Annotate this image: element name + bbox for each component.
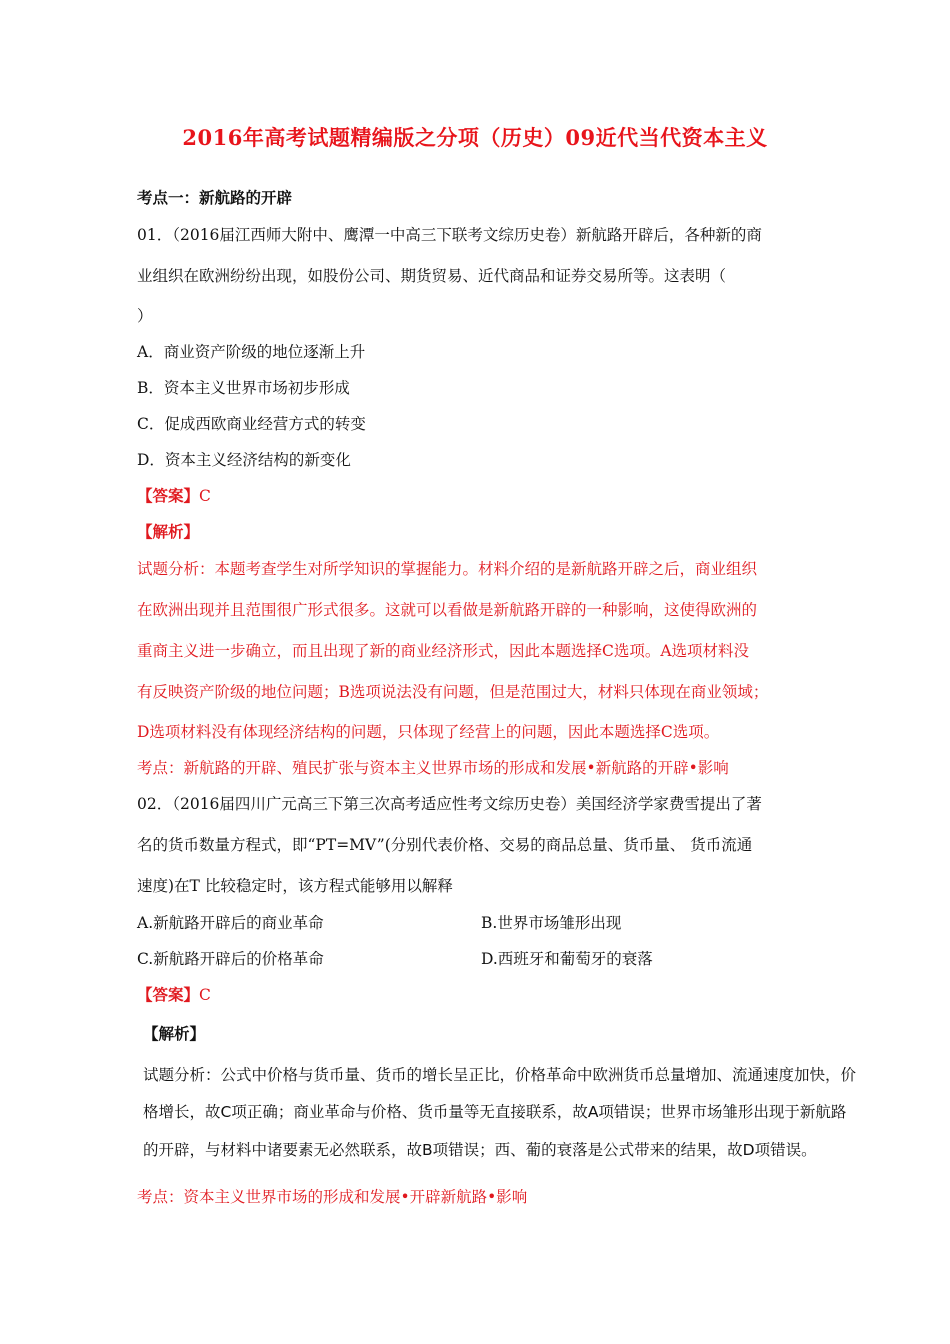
q1-stem-line: ） [137, 307, 153, 325]
q2-analysis-line: 格增长，故C项正确；商业革命与价格、货币量等无直接联系，故A项错误；世界市场雏形出现于新航路 [143, 1103, 847, 1121]
answer-value: C [199, 986, 211, 1004]
q1-analysis-label: 【解析】 [137, 522, 200, 541]
q2-analysis-line: 的开辟，与材料中诸要素无必然联系，故B项错误；西、葡的衰落是公式带来的结果，故D项错误。 [143, 1141, 817, 1159]
answer-label: 【答案】 [137, 985, 200, 1004]
q1-analysis-line: 重商主义进一步确立，而且出现了新的商业经济形式，因此本题选择C选项。A选项材料没 [137, 642, 750, 660]
q1-analysis-line: 试题分析：本题考查学生对所学知识的掌握能力。材料介绍的是新航路开辟之后，商业组织 [137, 560, 758, 578]
q2-option-c: C.新航路开辟后的价格革命 [137, 950, 324, 968]
q1-option-b: B．资本主义世界市场初步形成 [137, 379, 350, 397]
q2-stem-line: 速度)在T 比较稳定时，该方程式能够用以解释 [137, 877, 453, 895]
section-heading: 考点一：新航路的开辟 [137, 188, 293, 207]
q2-option-b: B.世界市场雏形出现 [481, 914, 622, 932]
q1-option-a: A．商业资产阶级的地位逐渐上升 [137, 343, 366, 361]
q1-kaodian: 考点：新航路的开辟、殖民扩张与资本主义世界市场的形成和发展•新航路的开辟•影响 [137, 759, 729, 777]
answer-value: C [199, 487, 211, 505]
q2-stem-line: 02．（2016届四川广元高三下第三次高考适应性考文综历史卷）美国经济学家费雪提出了著 [137, 795, 762, 813]
q1-analysis-line: 有反映资产阶级的地位问题；B选项说法没有问题，但是范围过大，材料只体现在商业领域； [137, 683, 769, 701]
q2-analysis-label: 【解析】 [143, 1024, 206, 1043]
q1-stem-line: 业组织在欧洲纷纷出现，如股份公司、期货贸易、近代商品和证券交易所等。这表明（ [137, 267, 727, 285]
q1-analysis-line: 在欧洲出现并且范围很广形式很多。这就可以看做是新航路开辟的一种影响，这使得欧洲的 [137, 601, 758, 619]
q1-analysis-line: D选项材料没有体现经济结构的问题，只体现了经营上的问题，因此本题选择C选项。 [137, 723, 720, 741]
q2-option-d: D.西班牙和葡萄牙的衰落 [481, 950, 653, 968]
q2-analysis-line: 试题分析：公式中价格与货币量、货币的增长呈正比，价格革命中欧洲货币总量增加、流通速度加快，价 [143, 1066, 857, 1084]
q1-option-c: C．促成西欧商业经营方式的转变 [137, 415, 366, 433]
q2-option-a: A.新航路开辟后的商业革命 [137, 914, 324, 932]
q2-stem-line: 名的货币数量方程式，即“PT=MV”(分别代表价格、交易的商品总量、货币量、 货币流通 [137, 836, 753, 854]
q2-answer [137, 985, 211, 1005]
answer-label: 【答案】 [137, 486, 200, 505]
page-title: 2016年高考试题精编版之分项（历史）09近代当代资本主义 [182, 125, 768, 150]
q1-stem-line: 01．（2016届江西师大附中、鹰潭一中高三下联考文综历史卷）新航路开辟后，各种新的商 [137, 226, 762, 244]
q2-kaodian: 考点：资本主义世界市场的形成和发展•开辟新航路•影响 [137, 1188, 528, 1206]
q1-option-d: D．资本主义经济结构的新变化 [137, 451, 351, 469]
q1-answer [137, 486, 211, 506]
